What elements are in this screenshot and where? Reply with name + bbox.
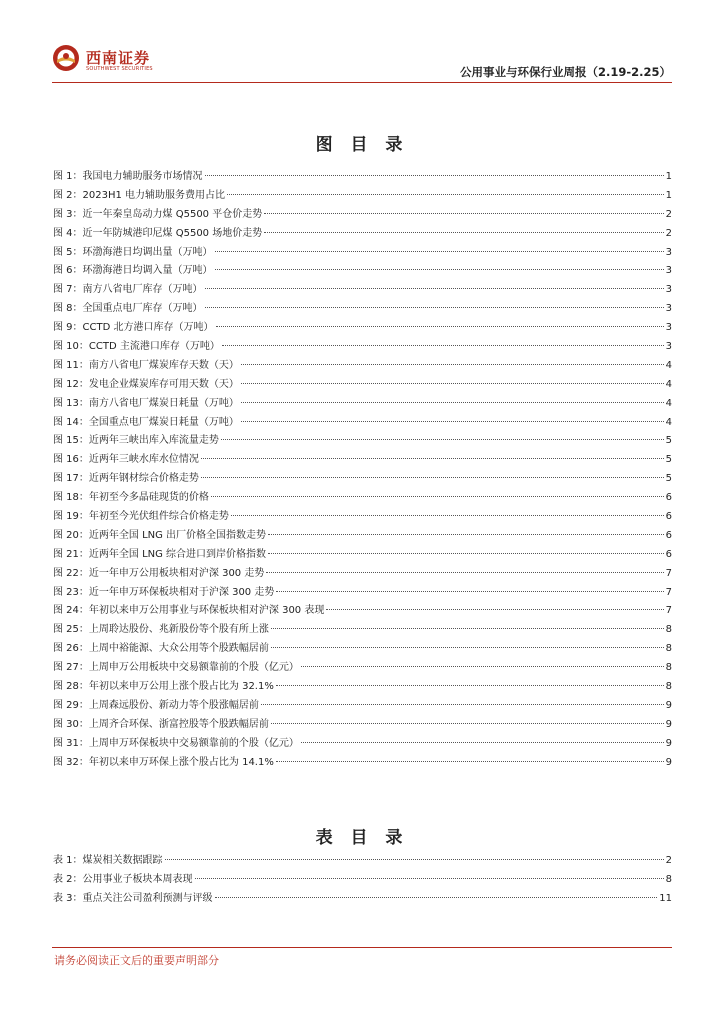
toc-dot-leader [271, 723, 664, 724]
figure-toc-entry[interactable] [53, 584, 672, 603]
figure-toc-entry[interactable] [53, 206, 672, 225]
toc-entry-label: 图 27：上周申万公用板块中交易额靠前的个股（亿元） [53, 662, 299, 674]
toc-dot-leader [221, 439, 664, 440]
toc-dot-leader [205, 288, 664, 289]
figure-toc-entry[interactable] [53, 565, 672, 584]
toc-entry-label: 图 29：上周森远股份、新动力等个股涨幅居前 [53, 699, 259, 711]
figure-toc-entry[interactable] [53, 602, 672, 621]
toc-entry-label: 表 1：煤炭相关数据跟踪 [53, 855, 163, 866]
figure-toc-entry[interactable] [53, 754, 672, 773]
toc-entry-label: 图 2：2023H1 电力辅助服务费用占比 [53, 189, 226, 201]
figure-toc-entry[interactable] [53, 659, 672, 678]
table-toc-entry[interactable] [53, 890, 672, 909]
toc-page-number: 6 [665, 492, 672, 504]
figures-toc-title: 图 目 录 [315, 135, 409, 155]
toc-page-number: 3 [665, 265, 672, 277]
toc-page-number: 4 [665, 397, 672, 409]
figure-toc-entry[interactable] [53, 376, 672, 395]
toc-dot-leader [205, 175, 664, 176]
figure-toc-entry[interactable] [53, 319, 672, 338]
toc-dot-leader [216, 326, 664, 327]
toc-entry-label: 图 16：近两年三峡水库水位情况 [53, 454, 199, 466]
toc-entry-label: 图 14：全国重点电厂煤炭日耗量（万吨） [53, 416, 239, 428]
toc-entry-label: 图 15：近两年三峡出库入库流量走势 [53, 435, 219, 447]
toc-entry-label: 图 20：近两年全国 LNG 出厂价格全国指数走势 [53, 529, 267, 541]
toc-entry-label: 图 24：年初以来申万公用事业与环保板块相对沪深 300 表现 [53, 605, 325, 617]
toc-page-number: 9 [665, 718, 672, 730]
toc-page-number: 3 [665, 341, 672, 353]
toc-dot-leader [264, 232, 663, 233]
company-logo [52, 44, 152, 76]
figure-toc-entry[interactable] [53, 414, 672, 433]
figure-toc-entry[interactable] [53, 640, 672, 659]
figure-toc-entry[interactable] [53, 546, 672, 565]
toc-dot-leader [261, 704, 664, 705]
toc-page-number: 3 [665, 303, 672, 315]
toc-dot-leader [205, 307, 664, 308]
toc-entry-label: 图 5：环渤海港日均调出量（万吨） [53, 246, 213, 258]
toc-entry-label: 图 31：上周申万环保板块中交易额靠前的个股（亿元） [53, 737, 299, 749]
figure-toc-entry[interactable] [53, 470, 672, 489]
table-toc-entry[interactable] [53, 852, 672, 871]
toc-entry-label: 图 11：南方八省电厂煤炭库存天数（天） [53, 359, 239, 371]
figure-toc-entry[interactable] [53, 697, 672, 716]
toc-page-number: 2 [665, 227, 672, 239]
figure-toc-entry[interactable] [53, 300, 672, 319]
toc-entry-label: 表 3：重点关注公司盈利预测与评级 [53, 892, 213, 904]
toc-entry-label: 图 28：年初以来申万公用上涨个股占比为 32.1% [53, 681, 274, 693]
toc-entry-label: 图 23：近一年申万环保板块相对于沪深 300 走势 [53, 586, 275, 598]
figure-toc-entry[interactable] [53, 281, 672, 300]
figure-toc-entry[interactable] [53, 432, 672, 451]
toc-dot-leader [227, 194, 664, 195]
footer-divider [52, 947, 672, 948]
toc-entry-label: 图 12：发电企业煤炭库存可用天数（天） [53, 378, 239, 390]
toc-entry-label: 图 10：CCTD 主流港口库存（万吨） [53, 341, 220, 353]
toc-page-number: 7 [665, 586, 672, 598]
toc-dot-leader [201, 458, 664, 459]
toc-dot-leader [264, 213, 663, 214]
toc-dot-leader [195, 878, 664, 879]
toc-dot-leader [241, 383, 664, 384]
toc-dot-leader [241, 402, 664, 403]
toc-dot-leader [241, 364, 664, 365]
toc-entry-label: 图 3：近一年秦皇岛动力煤 Q5500 平仓价走势 [53, 208, 263, 220]
toc-entry-label: 图 8：全国重点电厂库存（万吨） [53, 303, 203, 315]
toc-entry-label: 图 32：年初以来申万环保上涨个股占比为 14.1% [53, 756, 274, 768]
toc-page-number: 1 [665, 171, 672, 182]
figure-toc-entry[interactable] [53, 187, 672, 206]
toc-dot-leader [215, 897, 658, 898]
toc-dot-leader [266, 572, 663, 573]
toc-entry-label: 表 2：公用事业子板块本周表现 [53, 873, 193, 885]
toc-dot-leader [231, 515, 664, 516]
toc-dot-leader [271, 647, 664, 648]
figure-toc-entry[interactable] [53, 225, 672, 244]
toc-entry-label: 图 9：CCTD 北方港口库存（万吨） [53, 322, 214, 334]
toc-entry-label: 图 4：近一年防城港印尼煤 Q5500 场地价走势 [53, 227, 263, 239]
toc-page-number: 6 [665, 529, 672, 541]
tables-toc-list [53, 852, 672, 909]
toc-dot-leader [301, 666, 664, 667]
toc-page-number: 8 [665, 624, 672, 636]
toc-page-number: 7 [665, 605, 672, 617]
toc-entry-label: 图 26：上周中裕能源、大众公用等个股跌幅居前 [53, 643, 269, 655]
toc-page-number: 5 [665, 454, 672, 466]
toc-entry-label: 图 25：上周聆达股份、兆新股份等个股有所上涨 [53, 624, 269, 636]
toc-dot-leader [326, 609, 663, 610]
toc-page-number: 2 [665, 855, 672, 866]
report-header-title: 公用事业与环保行业周报（2.19-2.25） [459, 65, 671, 79]
toc-dot-leader [276, 591, 663, 592]
toc-page-number: 4 [665, 378, 672, 390]
toc-page-number: 5 [665, 435, 672, 447]
figure-toc-entry[interactable] [53, 395, 672, 414]
toc-dot-leader [211, 496, 664, 497]
toc-page-number: 3 [665, 246, 672, 258]
toc-dot-leader [222, 345, 664, 346]
toc-entry-label: 图 1：我国电力辅助服务市场情况 [53, 171, 203, 182]
toc-page-number: 8 [665, 643, 672, 655]
toc-page-number: 6 [665, 511, 672, 523]
tables-toc-title: 表 目 录 [315, 828, 409, 848]
figure-toc-entry[interactable] [53, 489, 672, 508]
toc-dot-leader [201, 477, 664, 478]
footer-disclaimer: 请务必阅读正文后的重要声明部分 [54, 954, 219, 967]
toc-dot-leader [268, 553, 664, 554]
toc-page-number: 2 [665, 208, 672, 220]
toc-page-number: 9 [665, 699, 672, 711]
toc-entry-label: 图 17：近两年钢材综合价格走势 [53, 473, 199, 485]
toc-page-number: 5 [665, 473, 672, 485]
toc-page-number: 4 [665, 416, 672, 428]
toc-entry-label: 图 13：南方八省电厂煤炭日耗量（万吨） [53, 397, 239, 409]
toc-page-number: 7 [665, 567, 672, 579]
figure-toc-entry[interactable] [53, 244, 672, 263]
toc-dot-leader [165, 859, 664, 860]
figures-toc-list [53, 168, 672, 773]
toc-page-number: 9 [665, 756, 672, 768]
toc-dot-leader [276, 761, 664, 762]
toc-page-number: 9 [665, 737, 672, 749]
table-toc-entry[interactable] [53, 871, 672, 890]
toc-page-number: 8 [665, 662, 672, 674]
toc-dot-leader [241, 421, 664, 422]
toc-page-number: 8 [665, 681, 672, 693]
toc-entry-label: 图 19：年初至今光伏组件综合价格走势 [53, 511, 229, 523]
figure-toc-entry[interactable] [53, 338, 672, 357]
toc-entry-label: 图 30：上周齐合环保、浙富控股等个股跌幅居前 [53, 718, 269, 730]
figure-toc-entry[interactable] [53, 357, 672, 376]
toc-entry-label: 图 22：近一年申万公用板块相对沪深 300 走势 [53, 567, 265, 579]
toc-dot-leader [215, 269, 664, 270]
toc-page-number: 8 [665, 873, 672, 885]
toc-dot-leader [276, 685, 664, 686]
toc-page-number: 11 [659, 892, 672, 904]
figure-toc-entry[interactable] [53, 262, 672, 281]
toc-page-number: 4 [665, 359, 672, 371]
toc-dot-leader [301, 742, 664, 743]
figure-toc-entry[interactable] [53, 621, 672, 640]
figure-toc-entry[interactable] [53, 168, 672, 187]
toc-page-number: 1 [665, 189, 672, 201]
toc-entry-label: 图 18：年初至今多晶硅现货的价格 [53, 492, 209, 504]
toc-dot-leader [268, 534, 664, 535]
header-divider [52, 82, 672, 83]
logo-english-name: SOUTHWEST SECURITIES [86, 66, 153, 72]
logo-emblem-icon [52, 44, 80, 72]
figure-toc-entry[interactable] [53, 716, 672, 735]
toc-page-number: 3 [665, 322, 672, 334]
toc-dot-leader [215, 251, 664, 252]
toc-entry-label: 图 21：近两年全国 LNG 综合进口到岸价格指数 [53, 548, 267, 560]
toc-entry-label: 图 7：南方八省电厂库存（万吨） [53, 284, 203, 296]
logo-chinese-name: 西南证券 [86, 49, 151, 67]
figure-toc-entry[interactable] [53, 508, 672, 527]
toc-entry-label: 图 6：环渤海港日均调入量（万吨） [53, 265, 213, 277]
figure-toc-entry[interactable] [53, 451, 672, 470]
figure-toc-entry[interactable] [53, 678, 672, 697]
toc-page-number: 6 [665, 548, 672, 560]
figure-toc-entry[interactable] [53, 735, 672, 754]
toc-page-number: 3 [665, 284, 672, 296]
figure-toc-entry[interactable] [53, 527, 672, 546]
toc-dot-leader [271, 628, 664, 629]
